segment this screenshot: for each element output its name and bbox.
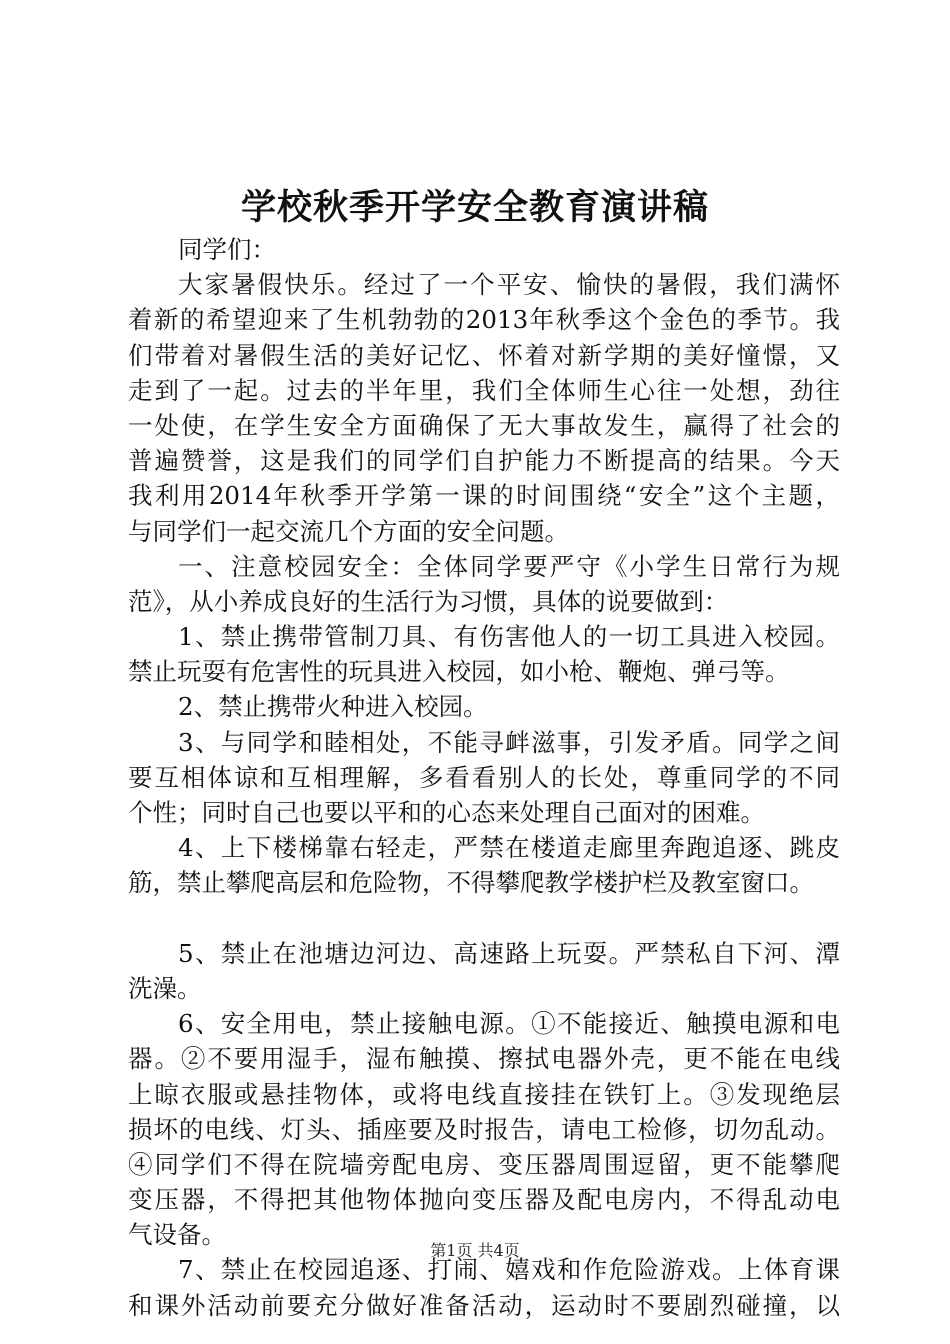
text-line: 着新的希望迎来了生机勃勃的2013年秋季这个金色的季节。我 <box>128 305 840 335</box>
text-line: 气设备。 <box>128 1220 226 1250</box>
text-line: 筋，禁止攀爬高层和危险物，不得攀爬教学楼护栏及教室窗口。 <box>128 868 814 898</box>
text-line: 一处使，在学生安全方面确保了无大事故发生，赢得了社会的 <box>128 410 840 440</box>
text-line: 大家暑假快乐。经过了一个平安、愉快的暑假，我们满怀 <box>178 270 840 300</box>
blank-line <box>128 901 840 936</box>
text-line: 上晾衣服或悬挂物体，或将电线直接挂在铁钉上。③发现绝层 <box>128 1079 840 1109</box>
text-line: 禁止玩耍有危害性的玩具进入校园，如小枪、鞭炮、弹弓等。 <box>128 657 790 687</box>
text-line: 1、禁止携带管制刀具、有伤害他人的一切工具进入校园。 <box>178 622 840 652</box>
document-title: 学校秋季开学安全教育演讲稿 <box>240 187 709 228</box>
text-line: 洗澡。 <box>128 973 202 1003</box>
text-line: 一、注意校园安全：全体同学要严守《小学生日常行为规 <box>178 551 840 581</box>
text-line: 4、上下楼梯靠右轻走，严禁在楼道走廊里奔跑追逐、跳皮 <box>178 833 840 863</box>
text-line: ④同学们不得在院墙旁配电房、变压器周围逗留，更不能攀爬 <box>128 1149 840 1179</box>
text-line: 2、禁止携带火种进入校园。 <box>178 692 488 722</box>
text-line: 走到了一起。过去的半年里，我们全体师生心往一处想，劲往 <box>128 375 840 405</box>
text-line: 7、禁止在校园追逐、打闹、嬉戏和作危险游戏。上体育课 <box>178 1255 840 1285</box>
page-footer: 第1页 共4页 <box>430 1241 520 1260</box>
text-line: 与同学们一起交流几个方面的安全问题。 <box>128 516 569 546</box>
text-line: 损坏的电线、灯头、插座要及时报告，请电工检修，切勿乱动。 <box>128 1114 840 1144</box>
text-line: 范》，从小养成良好的生活行为习惯，具体的说要做到： <box>128 586 729 616</box>
text-line: 要互相体谅和互相理解，多看看别人的长处，尊重同学的不同 <box>128 762 840 792</box>
text-line: 变压器，不得把其他物体抛向变压器及配电房内，不得乱动电 <box>128 1185 840 1215</box>
text-line: 6、安全用电，禁止接触电源。①不能接近、触摸电源和电 <box>178 1009 840 1039</box>
text-line: 3、与同学和睦相处，不能寻衅滋事，引发矛盾。同学之间 <box>178 727 840 757</box>
document-body <box>128 232 840 1323</box>
text-line: 个性；同时自己也要以平和的心态来处理自己面对的困难。 <box>128 798 765 827</box>
text-line: 器。②不要用湿手，湿布触摸、擦拭电器外壳，更不能在电线 <box>128 1044 840 1074</box>
text-line: 我利用2014年秋季开学第一课的时间围绕“安全”这个主题， <box>128 481 840 511</box>
text-line: 5、禁止在池塘边河边、高速路上玩耍。严禁私自下河、潭 <box>178 938 840 968</box>
text-line: 们带着对暑假生活的美好记忆、怀着对新学期的美好憧憬，又 <box>128 340 840 370</box>
text-line: 和课外活动前要充分做好准备活动，运动时不要剧烈碰撞，以 <box>128 1290 840 1320</box>
text-line: 普遍赞誉，这是我们的同学们自护能力不断提高的结果。今天 <box>128 446 840 476</box>
text-line: 同学们： <box>178 235 276 264</box>
